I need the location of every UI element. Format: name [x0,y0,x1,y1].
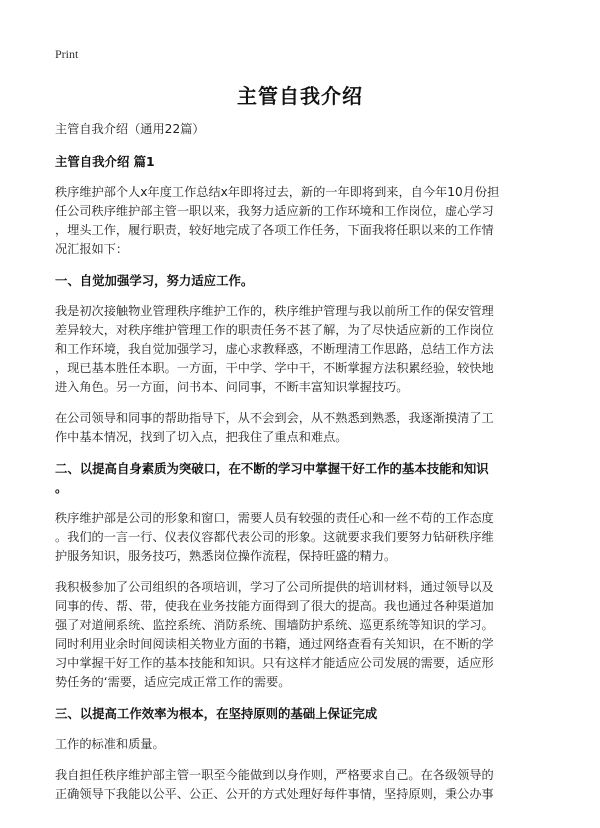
intro-paragraph [55,183,547,259]
text-line: 和工作环境，我自觉加强学习，虚心求教释惑，不断理清工作思路，总结工作方法 [55,342,494,356]
print-label: Print [55,47,79,61]
section2-paragraph-1 [55,509,547,566]
text-line: 同事的传、帮、带，使我在业务技能方面得到了很大的提高。我也通过各种渠道加 [55,599,494,613]
text-line: 作中基本情况，找到了切入点，把我住了重点和难点。 [55,430,348,444]
section2-paragraph-2 [55,578,547,692]
text-line: 进入角色。另一方面，问书本、问同事，不断丰富知识掌握技巧。 [55,380,409,394]
text-line: 护服务知识，服务技巧，熟悉岗位操作流程，保持旺盛的精力。 [55,549,397,563]
section-heading-3: 三、以提高工作效率为根本，在坚持原则的基础上保证完成 [55,706,378,721]
document-subtitle: 主管自我介绍（通用22篇） [55,122,205,136]
text-line: 。我们的一言一行、仪表仪容都代表公司的形象。这就要求我们要努力钻研秩序维 [55,530,494,544]
text-line: 秩序维护部个人x年度工作总结x年即将过去，新的一年即将到来，自今年10月份担 [55,185,500,199]
text-line: 在公司领导和同事的帮助指导下，从不会到会，从不熟悉到熟悉，我逐渐摸清了工 [55,411,494,425]
text-line: 习中掌握干好工作的基本技能和知识。只有这样才能适应公司发展的需要，适应形 [55,656,494,670]
text-line: 秩序维护部是公司的形象和窗口，需要人员有较强的责任心和一丝不苟的工作态度 [55,511,494,525]
text-line: ，埋头工作，履行职责，较好地完成了各项工作任务，下面我将任职以来的工作情 [55,223,494,237]
text-line: 同时利用业余时间阅读相关物业方面的书籍，通过网络查看有关知识，在不断的学 [55,637,494,651]
section1-paragraph-2 [55,409,547,447]
heading-line: 二、以提高自身素质为突破口，在不断的学习中掌握干好工作的基本技能和知识 [55,461,489,476]
chapter-heading: 主管自我介绍 篇1 [55,154,155,169]
heading-line: 。 [55,480,68,495]
text-line: 势任务的‘需要，适应完成正常工作的需要。 [55,675,291,689]
section-heading-1: 一、自觉加强学习，努力适应工作。 [55,273,254,288]
section3-paragraph-2 [55,766,547,804]
page-title: 主管自我介绍 [237,84,363,108]
text-line: 正确领导下我能以公平、公正、公开的方式处理好每件事情，坚持原则，秉公办事 [55,787,494,801]
text-line: 我自担任秩序维护部主管一职至今能做到以身作则，严格要求自己。在各级领导的 [55,768,494,782]
text-line: ，现已基本胜任本职。一方面，干中学、学中干，不断掌握方法积累经验，较快地 [55,361,494,375]
text-line: 差异较大，对秩序维护管理工作的职责任务不甚了解，为了尽快适应新的工作岗位 [55,323,494,337]
text-line: 强了对道闸系统、监控系统、消防系统、围墙防护系统、巡更系统等知识的学习。 [55,618,494,632]
text-line: 况汇报如下： [55,242,129,256]
text-line: 任公司秩序维护部主管一职以来，我努力适应新的工作环境和工作岗位，虚心学习 [55,204,494,218]
section-heading-2 [55,459,547,497]
document-body [55,120,547,804]
text-line: 我是初次接触物业管理秩序维护工作的，秩序维护管理与我以前所工作的保安管理 [55,304,494,318]
section3-paragraph-1: 工作的标准和质量。 [55,737,165,751]
section1-paragraph-1 [55,302,547,397]
text-line: 我积极参加了公司组织的各项培训，学习了公司所提供的培训材料，通过领导以及 [55,580,494,594]
